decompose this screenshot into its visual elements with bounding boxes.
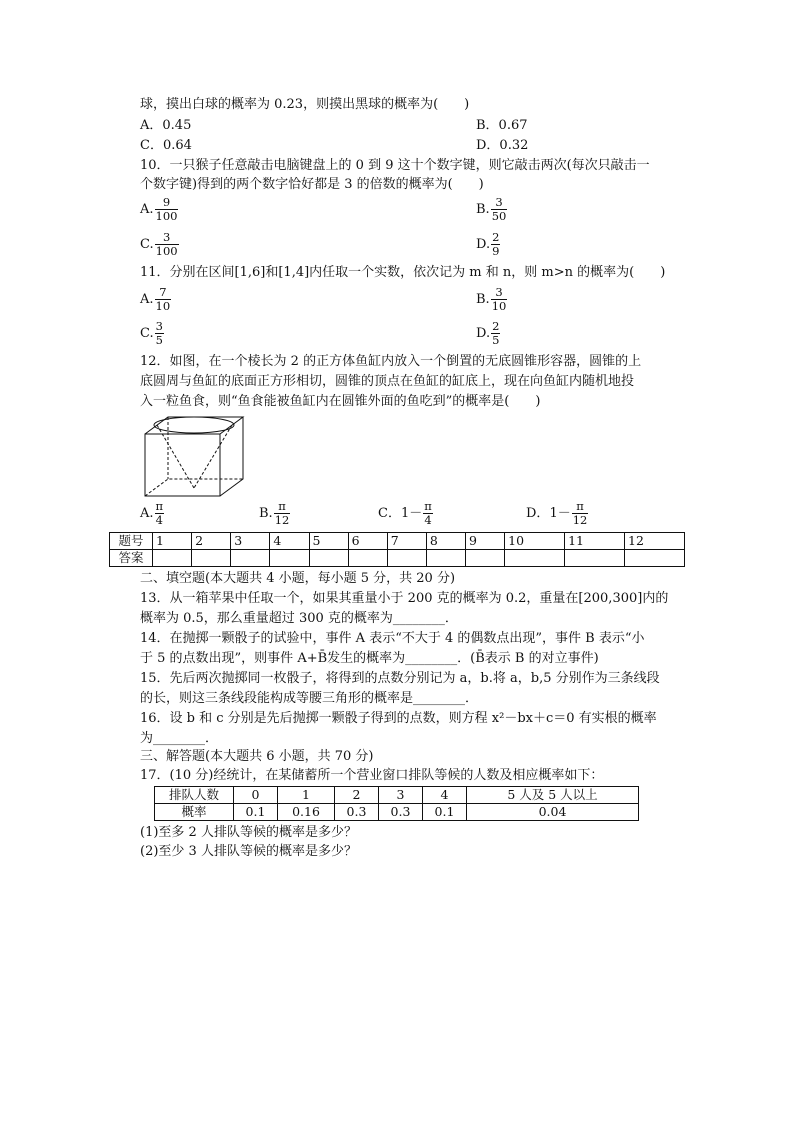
numerator: 9 <box>155 196 179 210</box>
answer-cell[interactable] <box>231 550 270 567</box>
q17-table-cell: 1 <box>277 787 334 804</box>
option-prefix: 1－ <box>549 506 571 521</box>
q17-table-cell: 2 <box>334 787 378 804</box>
q11-line: 11．分别在区间[1,6]和[1,4]内任取一个实数，依次记为 m 和 n，则 m>n 的概率为( ) <box>140 265 666 280</box>
answer-table-number: 8 <box>426 533 465 550</box>
option-label: C． <box>378 506 401 521</box>
numerator: π <box>155 499 164 513</box>
fraction <box>572 500 589 527</box>
q17-line: 17．(10 分)经统计，在某储蓄所一个营业窗口排队等候的人数及相应概率如下： <box>140 768 604 783</box>
q12-line1: 12．如图，在一个棱长为 2 的正方体鱼缸内放入一个倒置的无底圆锥形容器，圆锥的上 <box>140 354 642 369</box>
fraction <box>423 500 433 527</box>
q16-line1: 16．设 b 和 c 分别是先后抛掷一颗骰子得到的点数，则方程 x²－bx＋c＝0 有实根的概率 <box>140 711 657 726</box>
numerator: 3 <box>155 231 179 245</box>
answer-cell[interactable] <box>270 550 309 567</box>
option-label: A. <box>140 292 154 307</box>
answer-table-number: 10 <box>505 533 565 550</box>
option-prefix: 1－ <box>400 506 423 521</box>
q11-option-d <box>476 320 500 347</box>
q17-table-cell: 4 <box>422 787 466 804</box>
denominator: 100 <box>155 209 178 223</box>
option-label: A. <box>140 202 154 217</box>
q9-option-a: A．0.45 <box>140 118 192 133</box>
numerator: π <box>572 500 589 514</box>
q12-option-b <box>259 500 290 527</box>
q13-line1: 13．从一箱苹果中任取一个，如果其重量小于 200 克的概率为 0.2，重量在[200,300]内的 <box>140 591 669 606</box>
fraction <box>274 500 291 527</box>
numerator: 3 <box>155 319 163 333</box>
option-label: B. <box>476 292 490 307</box>
q10-option-a <box>140 196 178 223</box>
answer-cell[interactable] <box>309 550 348 567</box>
option-label: D. <box>476 326 491 341</box>
answer-table-header: 答案 <box>110 550 153 567</box>
section-fill-in-title: 二、填空题(本大题共 4 小题，每小题 5 分，共 20 分) <box>140 571 456 586</box>
option-label: C. <box>140 237 154 252</box>
answer-table-number: 12 <box>625 533 685 550</box>
numerator: 3 <box>491 196 508 210</box>
denominator: 100 <box>155 244 178 258</box>
q17-table-cell: 0.04 <box>467 804 639 821</box>
fraction <box>491 286 508 313</box>
q14-line2: 于 5 的点数出现”，则事件 A+B̄发生的概率为________．(B̄表示 B 的对立事件) <box>140 651 599 666</box>
answer-cell[interactable] <box>192 550 231 567</box>
denominator: 50 <box>491 209 507 223</box>
answer-table-number: 6 <box>348 533 387 550</box>
cube-cone-figure <box>140 412 250 502</box>
answer-cell[interactable] <box>153 550 192 567</box>
q11-option-a <box>140 286 171 313</box>
section-solution-title: 三、解答题(本大题共 6 小题，共 70 分) <box>140 749 374 764</box>
answer-cell[interactable] <box>625 550 685 567</box>
denominator: 9 <box>492 244 500 258</box>
answer-cell[interactable] <box>348 550 387 567</box>
fraction <box>155 231 179 258</box>
q12-option-c <box>378 500 433 527</box>
fraction <box>491 196 508 223</box>
numerator: 3 <box>491 286 508 300</box>
answer-table-number: 11 <box>565 533 625 550</box>
option-label: D． <box>526 506 550 521</box>
answer-table-header: 题号 <box>110 533 153 550</box>
answer-table-number: 5 <box>309 533 348 550</box>
q14-line1: 14．在抛掷一颗骰子的试验中，事件 A 表示“不大于 4 的偶数点出现”，事件 B 表示“小 <box>140 631 645 646</box>
denominator: 4 <box>155 513 163 527</box>
q10-line1: 10．一只猴子任意敲击电脑键盘上的 0 到 9 这十个数字键，则它敲击两次(每次只敲击一 <box>140 158 650 173</box>
q10-line2: 个数字键)得到的两个数字恰好都是 3 的倍数的概率为( ) <box>140 177 484 192</box>
q9-option-b: B．0.67 <box>476 118 528 133</box>
fraction <box>155 286 172 313</box>
numerator: π <box>424 499 432 513</box>
q10-option-d <box>476 231 500 258</box>
q9-option-c: C．0.64 <box>140 138 192 153</box>
q9-text: 球，摸出白球的概率为 0.23，则摸出黑球的概率为( ) <box>140 97 470 112</box>
answer-table-number: 4 <box>270 533 309 550</box>
denominator: 12 <box>274 513 290 527</box>
q15-line1: 15．先后两次抛掷同一枚骰子，将得到的点数分别记为 a，b.将 a，b,5 分别作为三条线段 <box>140 671 660 686</box>
answer-table-number-row <box>110 533 685 550</box>
q10-option-c <box>140 231 179 258</box>
q17-table-value-row <box>155 804 639 821</box>
q11-option-c <box>140 320 164 347</box>
answer-table-number: 3 <box>231 533 270 550</box>
numerator: 2 <box>492 230 500 244</box>
option-label: B. <box>476 202 490 217</box>
denominator: 10 <box>155 299 171 313</box>
q17-table-cell: 0.1 <box>422 804 466 821</box>
q17-table-cell: 0.16 <box>277 804 334 821</box>
denominator: 12 <box>572 513 588 527</box>
fraction <box>155 196 179 223</box>
q17-table-cell: 排队人数 <box>155 787 234 804</box>
q17-table-cell: 0 <box>234 787 278 804</box>
answer-table-number: 9 <box>466 533 505 550</box>
fraction <box>155 500 165 527</box>
q17-table-cell: 概率 <box>155 804 234 821</box>
answer-cell[interactable] <box>426 550 465 567</box>
fraction <box>155 320 164 347</box>
q12-line2: 底圆周与鱼缸的底面正方形相切，圆锥的顶点在鱼缸的缸底上，现在向鱼缸内随机地投 <box>140 374 635 389</box>
denominator: 4 <box>424 513 432 527</box>
denominator: 5 <box>492 333 500 347</box>
answer-table-answer-row <box>110 550 685 567</box>
q9-option-d: D．0.32 <box>476 138 529 153</box>
q11-option-b <box>476 286 507 313</box>
q17-sub1: (1)至多 2 人排队等候的概率是多少？ <box>140 825 357 840</box>
q17-table-cell: 0.3 <box>378 804 422 821</box>
answer-table-number: 1 <box>153 533 192 550</box>
q15-line2: 的长，则这三条线段能构成等腰三角形的概率是________． <box>140 691 479 706</box>
q10-option-b <box>476 196 507 223</box>
fraction <box>491 320 500 347</box>
option-label: B. <box>259 506 273 521</box>
numerator: π <box>274 500 291 514</box>
denominator: 10 <box>491 299 507 313</box>
q17-table-header-row <box>155 787 639 804</box>
answer-cell[interactable] <box>505 550 565 567</box>
q12-option-a <box>140 500 164 527</box>
answer-cell[interactable] <box>565 550 625 567</box>
answer-cell[interactable] <box>387 550 426 567</box>
denominator: 5 <box>155 333 163 347</box>
option-label: C. <box>140 326 154 341</box>
q17-table-cell: 5 人及 5 人以上 <box>467 787 639 804</box>
q13-line2: 概率为 0.5，那么重量超过 300 克的概率为________． <box>140 611 458 626</box>
answer-cell[interactable] <box>466 550 505 567</box>
q17-table-cell: 0.3 <box>334 804 378 821</box>
numerator: 7 <box>155 286 172 300</box>
q16-line2: 为________． <box>140 731 219 746</box>
q17-table <box>154 786 639 821</box>
q17-sub2: (2)至少 3 人排队等候的概率是多少？ <box>140 844 357 859</box>
q12-line3: 入一粒鱼食，则“鱼食能被鱼缸内在圆锥外面的鱼吃到”的概率是( ) <box>140 394 541 409</box>
numerator: 2 <box>492 319 500 333</box>
option-label: D. <box>476 237 491 252</box>
fraction <box>491 231 500 258</box>
q12-option-d <box>526 500 588 527</box>
answer-table-number: 7 <box>387 533 426 550</box>
answer-table <box>109 532 685 567</box>
q17-table-cell: 3 <box>378 787 422 804</box>
answer-table-number: 2 <box>192 533 231 550</box>
q17-table-cell: 0.1 <box>234 804 278 821</box>
option-label: A. <box>140 506 154 521</box>
